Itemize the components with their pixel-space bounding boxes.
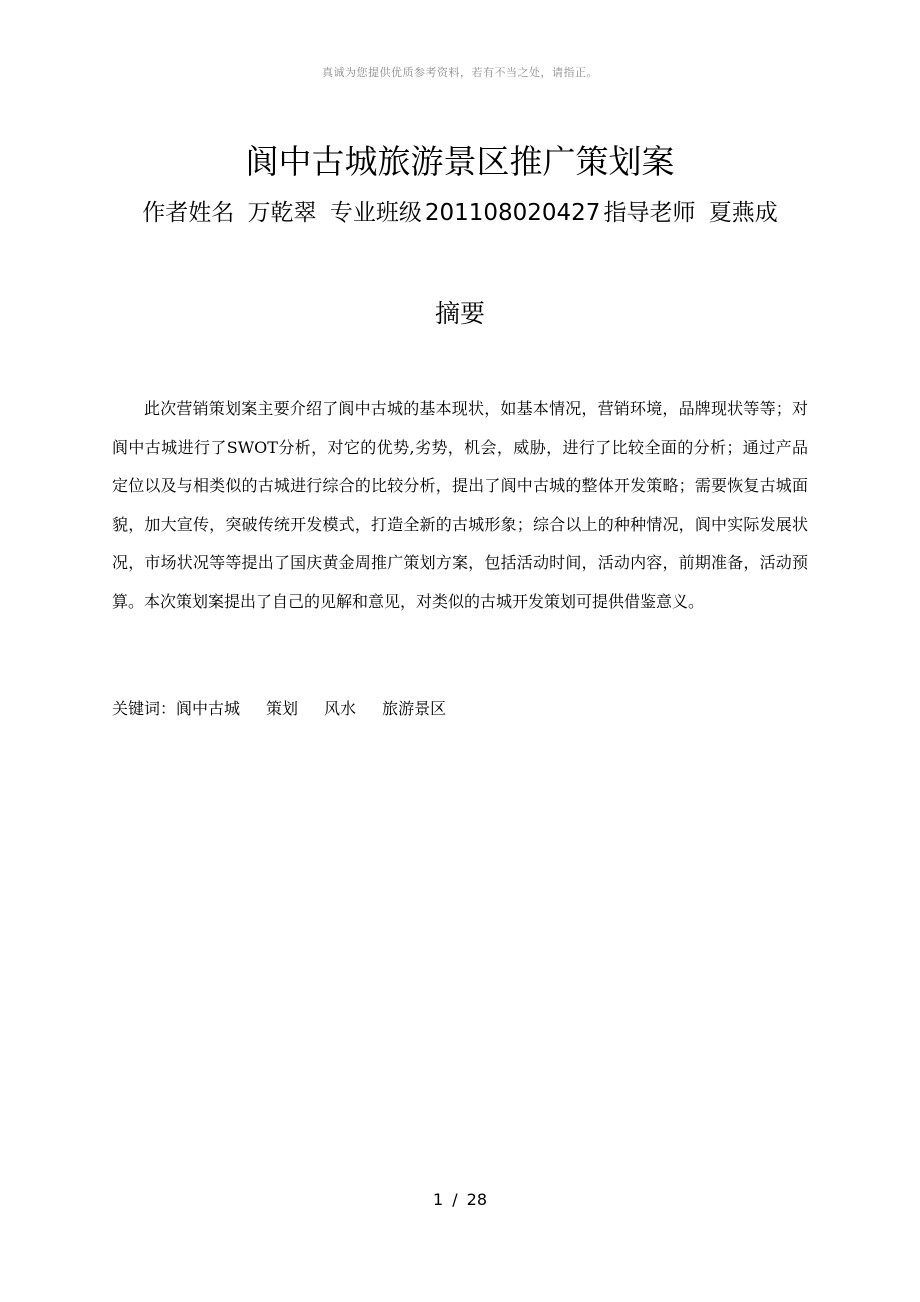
keyword-item: 旅游景区 xyxy=(382,699,447,718)
keyword-item: 风水 xyxy=(324,699,357,718)
author-line xyxy=(0,194,920,227)
header-note: 真诚为您提供优质参考资料，若有不当之处，请指正。 xyxy=(322,66,598,79)
class-label: 专业班级 xyxy=(329,200,422,226)
abstract-body: 此次营销策划案主要介绍了阆中古城的基本现状，如基本情况，营销环境，品牌现状等等；对阆中古城进行了SWOT分析，对它的优势,劣势，机会，威胁，进行了比较全面的分析；通过产品定位以及与相类似的古城进行综合的比较分析，提出了阆中古城的整体开发策略；需要恢复古城面貌，加大宣传，突破传统开发模式，打造全新的古城形象；综合以上的种种情况，阆中实际发展状况，市场状况等等提出了国庆黄金周推广策划方案，包括活动时间，活动内容，前期准备，活动预算。本次策划案提出了自己的见解和意见，对类似的古城开发策划可提供借鉴意义。 xyxy=(112,399,808,611)
keywords-label: 关键词： xyxy=(112,699,177,718)
advisor-label: 指导老师 xyxy=(603,200,696,226)
keyword-item: 策划 xyxy=(266,699,299,718)
document-title: 阆中古城旅游景区推广策划案 xyxy=(245,142,675,181)
keyword-item: 阆中古城 xyxy=(176,699,241,718)
keywords-line xyxy=(112,696,446,719)
page-number: 1 / 28 xyxy=(432,1190,488,1209)
class-number: 201108020427 xyxy=(424,200,601,226)
advisor-name: 夏燕成 xyxy=(708,200,778,226)
author-name: 万乾翠 xyxy=(247,200,317,226)
author-label: 作者姓名 xyxy=(142,200,235,226)
abstract-heading: 摘要 xyxy=(434,299,485,328)
